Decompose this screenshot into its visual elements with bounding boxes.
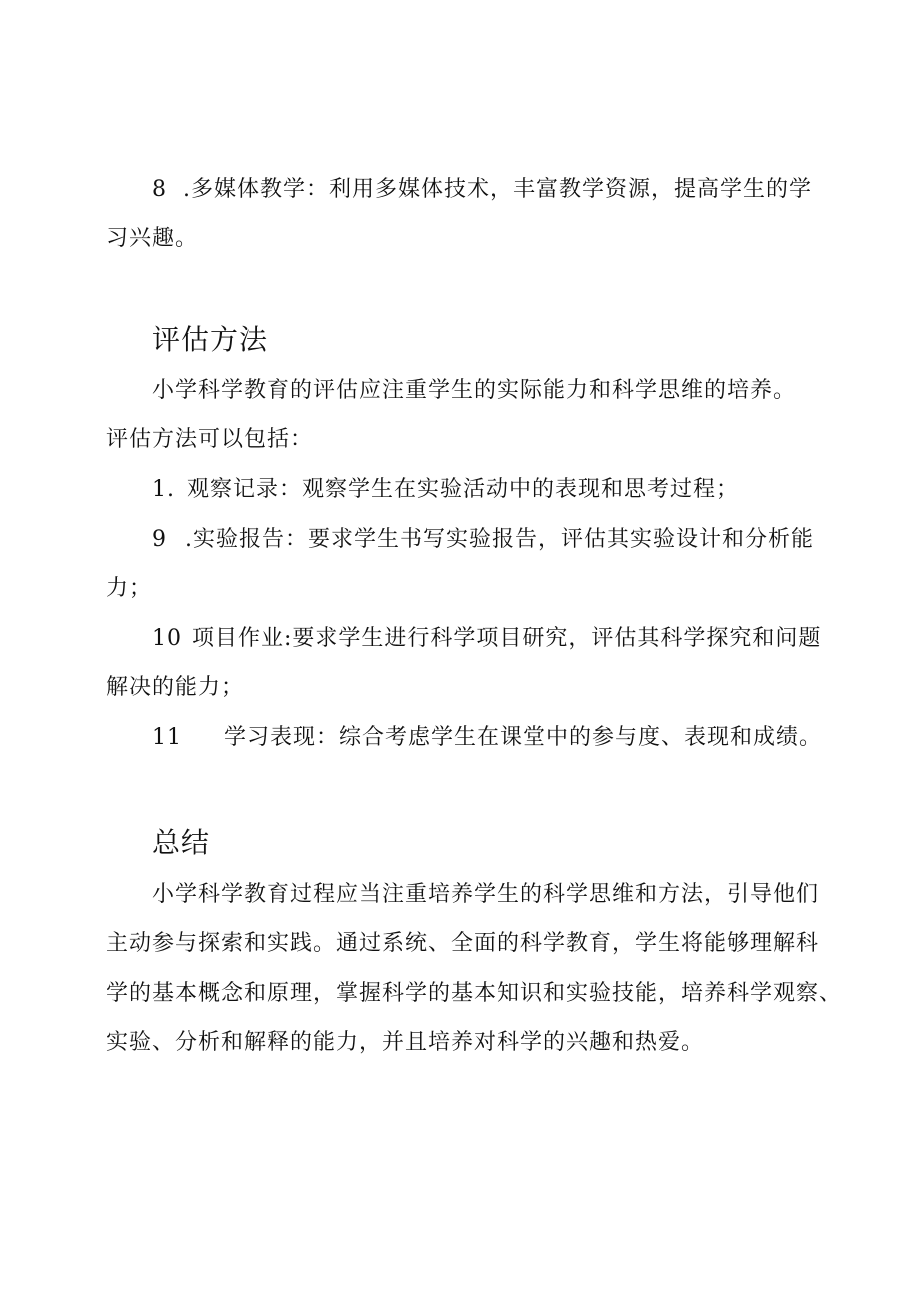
item-8-text: .多媒体教学：利用多媒体技术，丰富教学资源，提高学生的学 — [183, 177, 812, 202]
evaluation-item-1-number: 1. — [152, 477, 175, 502]
evaluation-item-10-text: 项目作业:要求学生进行科学项目研究，评估其科学探究和问题 — [192, 626, 822, 651]
item-8-line-1 — [152, 175, 812, 205]
evaluation-item-9-line-2: 力； — [106, 576, 153, 601]
evaluation-item-10-number: 10 — [152, 626, 182, 651]
evaluation-item-1-text: 观察记录：观察学生在实验活动中的表现和思考过程； — [187, 477, 740, 502]
summary-line-3: 学的基本概念和原理，掌握科学的基本知识和实验技能，培养科学观察、 — [106, 981, 843, 1006]
evaluation-item-1 — [152, 475, 739, 505]
evaluation-item-11-number: 11 — [152, 725, 182, 750]
item-8-line-2: 习兴趣。 — [106, 226, 199, 251]
evaluation-heading: 评估方法 — [152, 323, 269, 356]
evaluation-item-9-number: 9 — [152, 527, 167, 552]
item-8-number: 8 — [152, 177, 167, 202]
evaluation-item-10-line-2: 解决的能力； — [106, 675, 245, 700]
summary-heading: 总结 — [152, 826, 211, 859]
evaluation-intro-line-2: 评估方法可以包括： — [106, 427, 314, 452]
evaluation-item-11-text: 学习表现：综合考虑学生在课堂中的参与度、表现和成绩。 — [224, 725, 823, 750]
summary-line-2: 主动参与探索和实践。通过系统、全面的科学教育，学生将能够理解科 — [106, 931, 820, 956]
evaluation-item-9-text: .实验报告：要求学生书写实验报告，评估其实验设计和分析能 — [185, 527, 814, 552]
summary-line-4: 实验、分析和解释的能力，并且培养对科学的兴趣和热爱。 — [106, 1030, 705, 1055]
summary-line-1: 小学科学教育过程应当注重培养学生的科学思维和方法，引导他们 — [152, 882, 820, 907]
evaluation-item-10-line-1 — [152, 624, 821, 654]
evaluation-item-9-line-1 — [152, 525, 814, 555]
evaluation-intro-line-1: 小学科学教育的评估应注重学生的实际能力和科学思维的培养。 — [152, 378, 797, 403]
evaluation-item-11 — [152, 723, 822, 753]
